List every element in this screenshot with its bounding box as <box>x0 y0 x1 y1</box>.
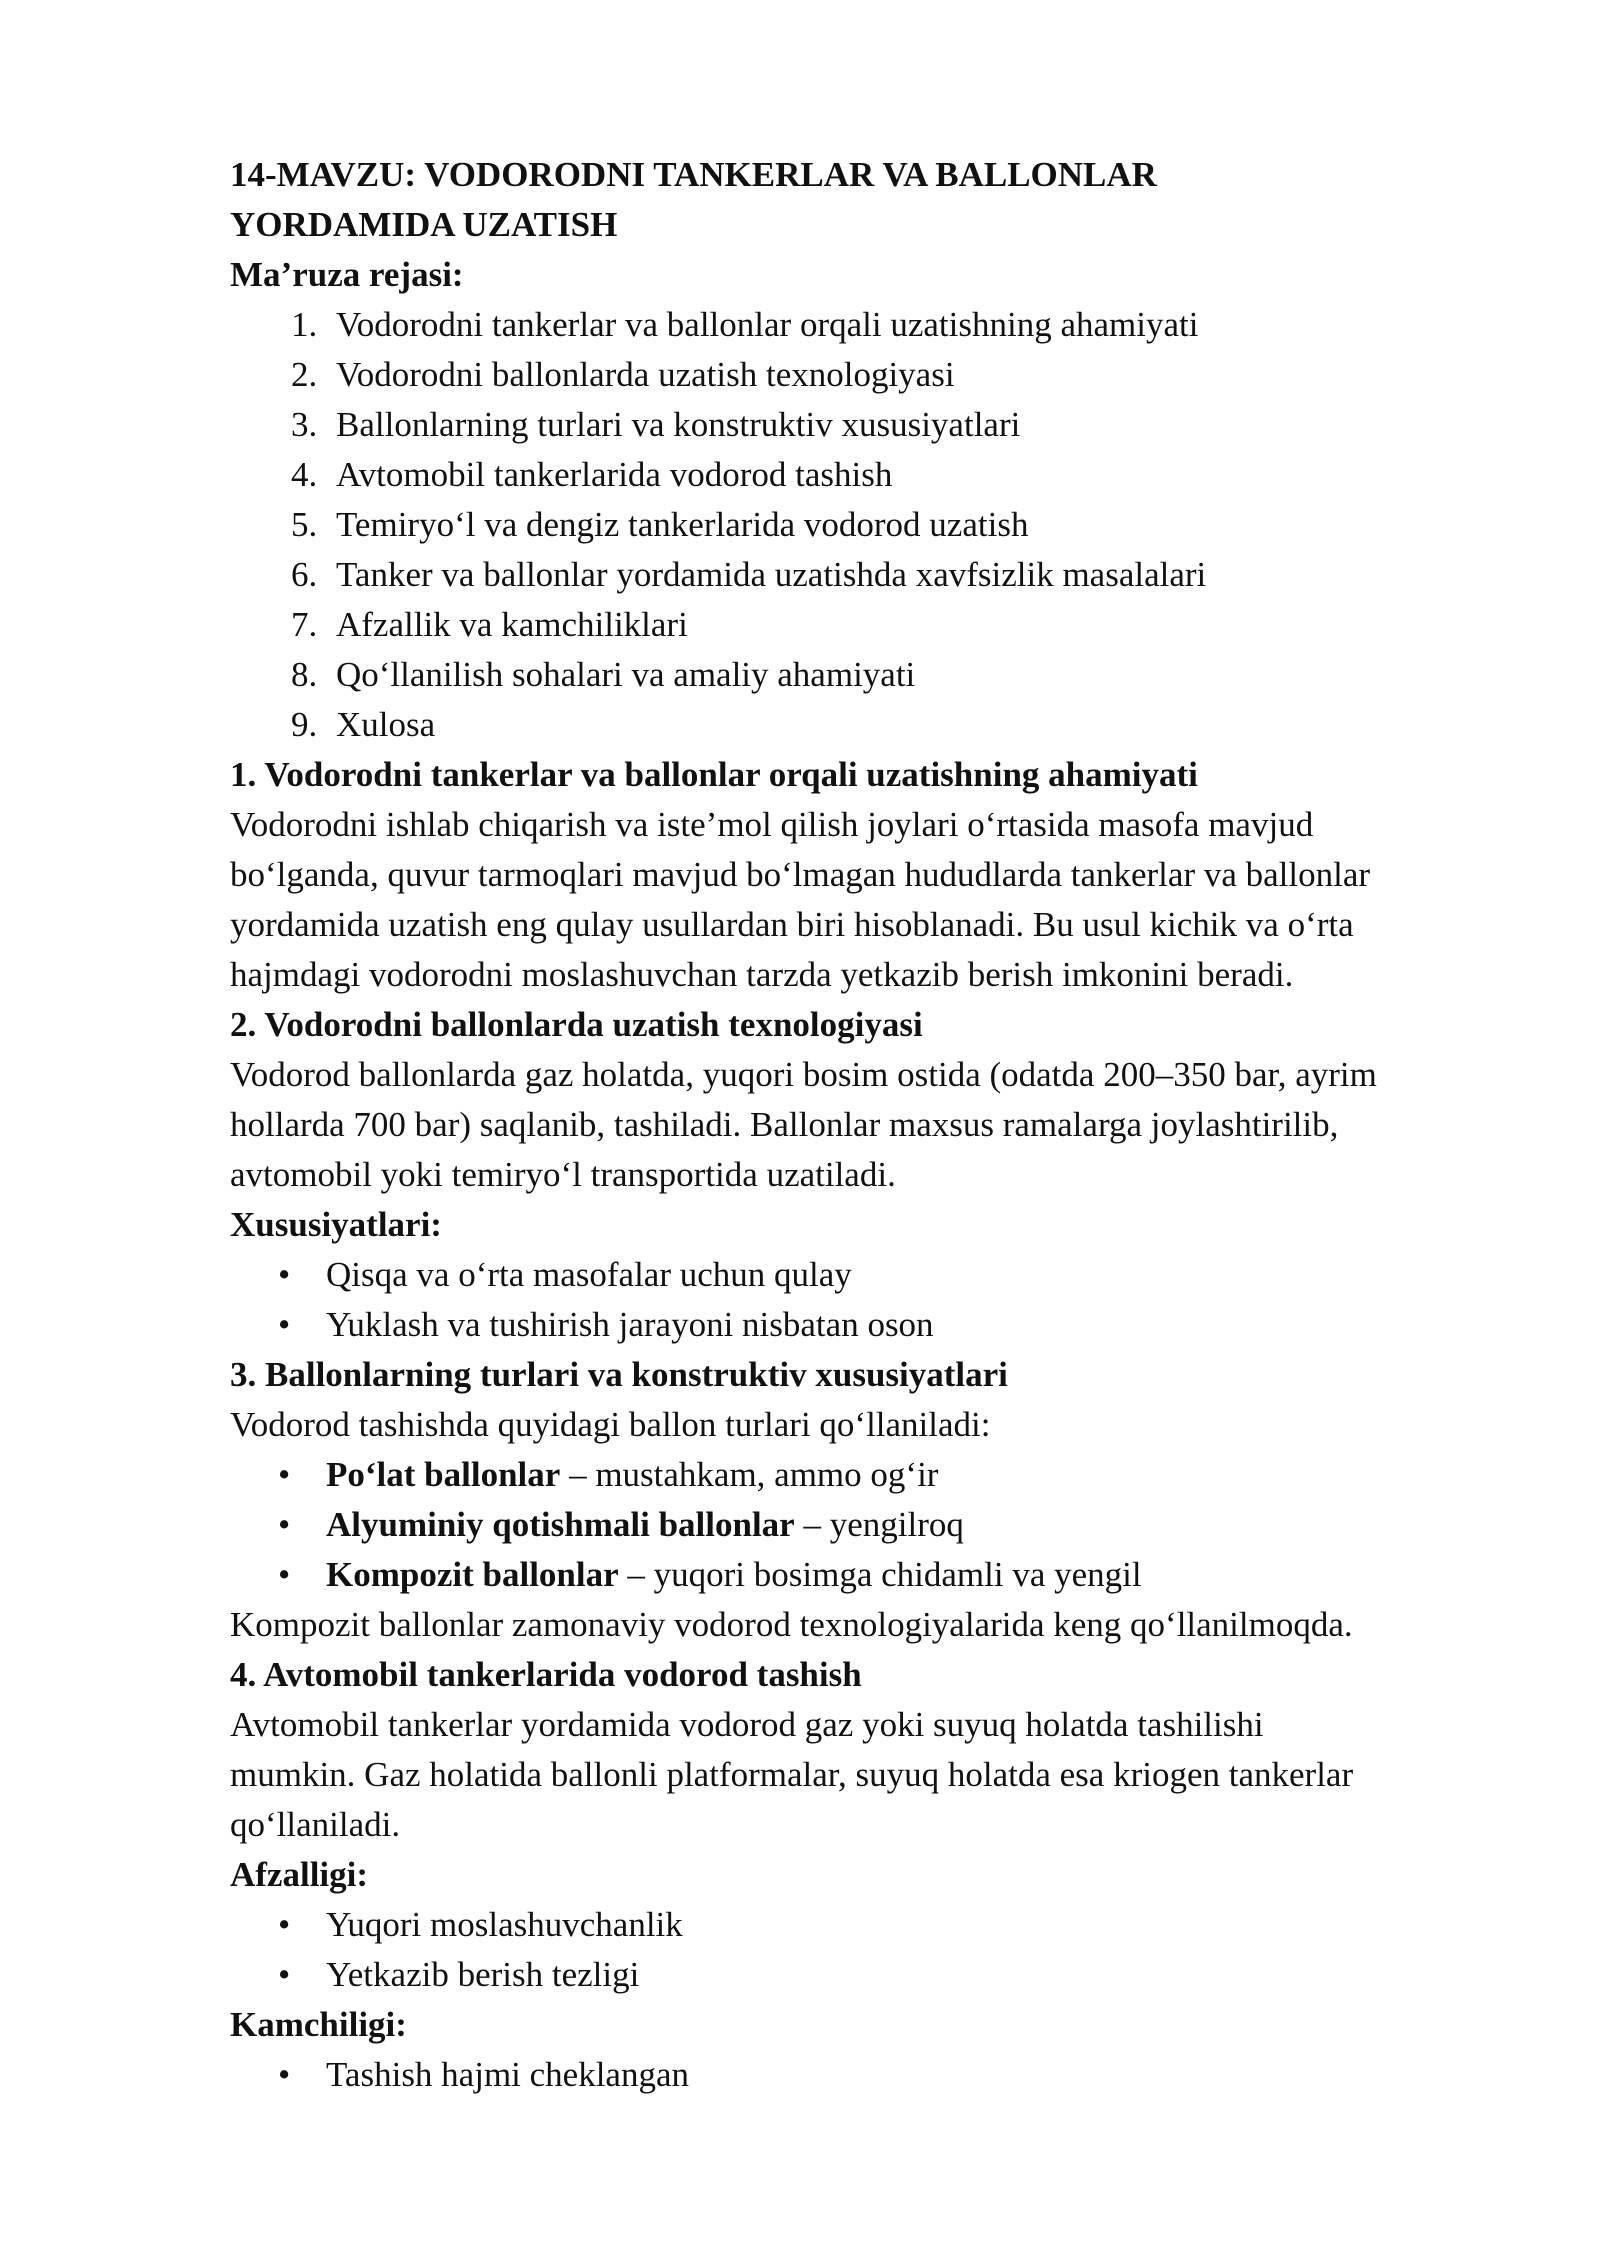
features-list <box>230 1250 1450 1350</box>
disadvantages-heading: Kamchiligi: <box>230 2005 407 2044</box>
paragraph-line: Vodorodni ishlab chiqarish va iste’mol qilish joylari o‘rtasida masofa mavjud <box>230 805 1314 844</box>
paragraph-line: mumkin. Gaz holatida ballonli platformalar, suyuq holatda esa kriogen tankerlar <box>230 1755 1354 1794</box>
title-line: 14-MAVZU: VODORODNI TANKERLAR VA BALLONLAR <box>230 155 1157 194</box>
paragraph-line: yordamida uzatish eng qulay usullardan biri hisoblanadi. Bu usul kichik va o‘rta <box>230 905 1354 944</box>
features-heading: Xususiyatlari: <box>230 1205 442 1244</box>
bullet-item: • Yetkazib berish tezligi <box>326 1950 1450 2000</box>
ballon-type-name: Po‘lat ballonlar <box>326 1455 561 1494</box>
plan-item: 4. Avtomobil tankerlarida vodorod tashish <box>326 450 1450 500</box>
bullet-item: • Yuqori moslashuvchanlik <box>326 1900 1450 1950</box>
plan-item: 5. Temiryo‘l va dengiz tankerlarida vodorod uzatish <box>326 500 1450 550</box>
disadvantages-list <box>230 2050 1450 2100</box>
ballon-type-desc: – yuqori bosimga chidamli va yengil <box>618 1555 1142 1594</box>
document-title <box>230 150 1450 250</box>
section-heading: 2. Vodorodni ballonlarda uzatish texnologiyasi <box>230 1005 923 1044</box>
ballon-type-name: Kompozit ballonlar <box>326 1555 619 1594</box>
plan-item: 8. Qo‘llanilish sohalari va amaliy ahamiyati <box>326 650 1450 700</box>
paragraph-line: qo‘llaniladi. <box>230 1805 401 1844</box>
paragraph-line: Vodorod ballonlarda gaz holatda, yuqori bosim ostida (odatda 200–350 bar, ayrim <box>230 1055 1377 1094</box>
plan-heading: Ma’ruza rejasi: <box>230 255 464 294</box>
paragraph-line: hajmdagi vodorodni moslashuvchan tarzda yetkazib berish imkonini beradi. <box>230 955 1294 994</box>
section-intro: Vodorod tashishda quyidagi ballon turlari qo‘llaniladi: <box>230 1405 991 1444</box>
ballon-type-name: Alyuminiy qotishmali ballonlar <box>326 1505 795 1544</box>
section-heading: 1. Vodorodni tankerlar va ballonlar orqali uzatishning ahamiyati <box>230 755 1198 794</box>
paragraph-line: bo‘lganda, quvur tarmoqlari mavjud bo‘lmagan hududlarda tankerlar va ballonlar <box>230 855 1371 894</box>
plan-item: 1. Vodorodni tankerlar va ballonlar orqali uzatishning ahamiyati <box>326 300 1450 350</box>
plan-list <box>230 300 1450 750</box>
bullet-item: • Yuklash va tushirish jarayoni nisbatan oson <box>326 1300 1450 1350</box>
paragraph-line: hollarda 700 bar) saqlanib, tashiladi. Ballonlar maxsus ramalarga joylashtirilib, <box>230 1105 1339 1144</box>
section-outro: Kompozit ballonlar zamonaviy vodorod texnologiyalarida keng qo‘llanilmoqda. <box>230 1605 1353 1644</box>
plan-item: 2. Vodorodni ballonlarda uzatish texnologiyasi <box>326 350 1450 400</box>
advantages-heading: Afzalligi: <box>230 1855 369 1894</box>
section-heading: 3. Ballonlarning turlari va konstruktiv xususiyatlari <box>230 1355 1008 1394</box>
paragraph-line: avtomobil yoki temiryo‘l transportida uzatiladi. <box>230 1155 896 1194</box>
plan-item: 6. Tanker va ballonlar yordamida uzatishda xavfsizlik masalalari <box>326 550 1450 600</box>
title-line: YORDAMIDA UZATISH <box>230 205 618 244</box>
bullet-item <box>326 1450 1450 1500</box>
ballon-types-list <box>230 1450 1450 1600</box>
bullet-item <box>326 1500 1450 1550</box>
plan-item: 3. Ballonlarning turlari va konstruktiv xususiyatlari <box>326 400 1450 450</box>
section-paragraph <box>230 1050 1450 1200</box>
paragraph-line: Avtomobil tankerlar yordamida vodorod gaz yoki suyuq holatda tashilishi <box>230 1705 1264 1744</box>
plan-item: 7. Afzallik va kamchiliklari <box>326 600 1450 650</box>
bullet-item: • Tashish hajmi cheklangan <box>326 2050 1450 2100</box>
ballon-type-desc: – mustahkam, ammo og‘ir <box>560 1455 939 1494</box>
section-paragraph <box>230 1700 1450 1850</box>
advantages-list <box>230 1900 1450 2000</box>
section-paragraph <box>230 800 1450 1000</box>
ballon-type-desc: – yengilroq <box>794 1505 964 1544</box>
section-heading: 4. Avtomobil tankerlarida vodorod tashish <box>230 1655 862 1694</box>
plan-item: 9. Xulosa <box>326 700 1450 750</box>
bullet-item <box>326 1550 1450 1600</box>
bullet-item: • Qisqa va o‘rta masofalar uchun qulay <box>326 1250 1450 1300</box>
